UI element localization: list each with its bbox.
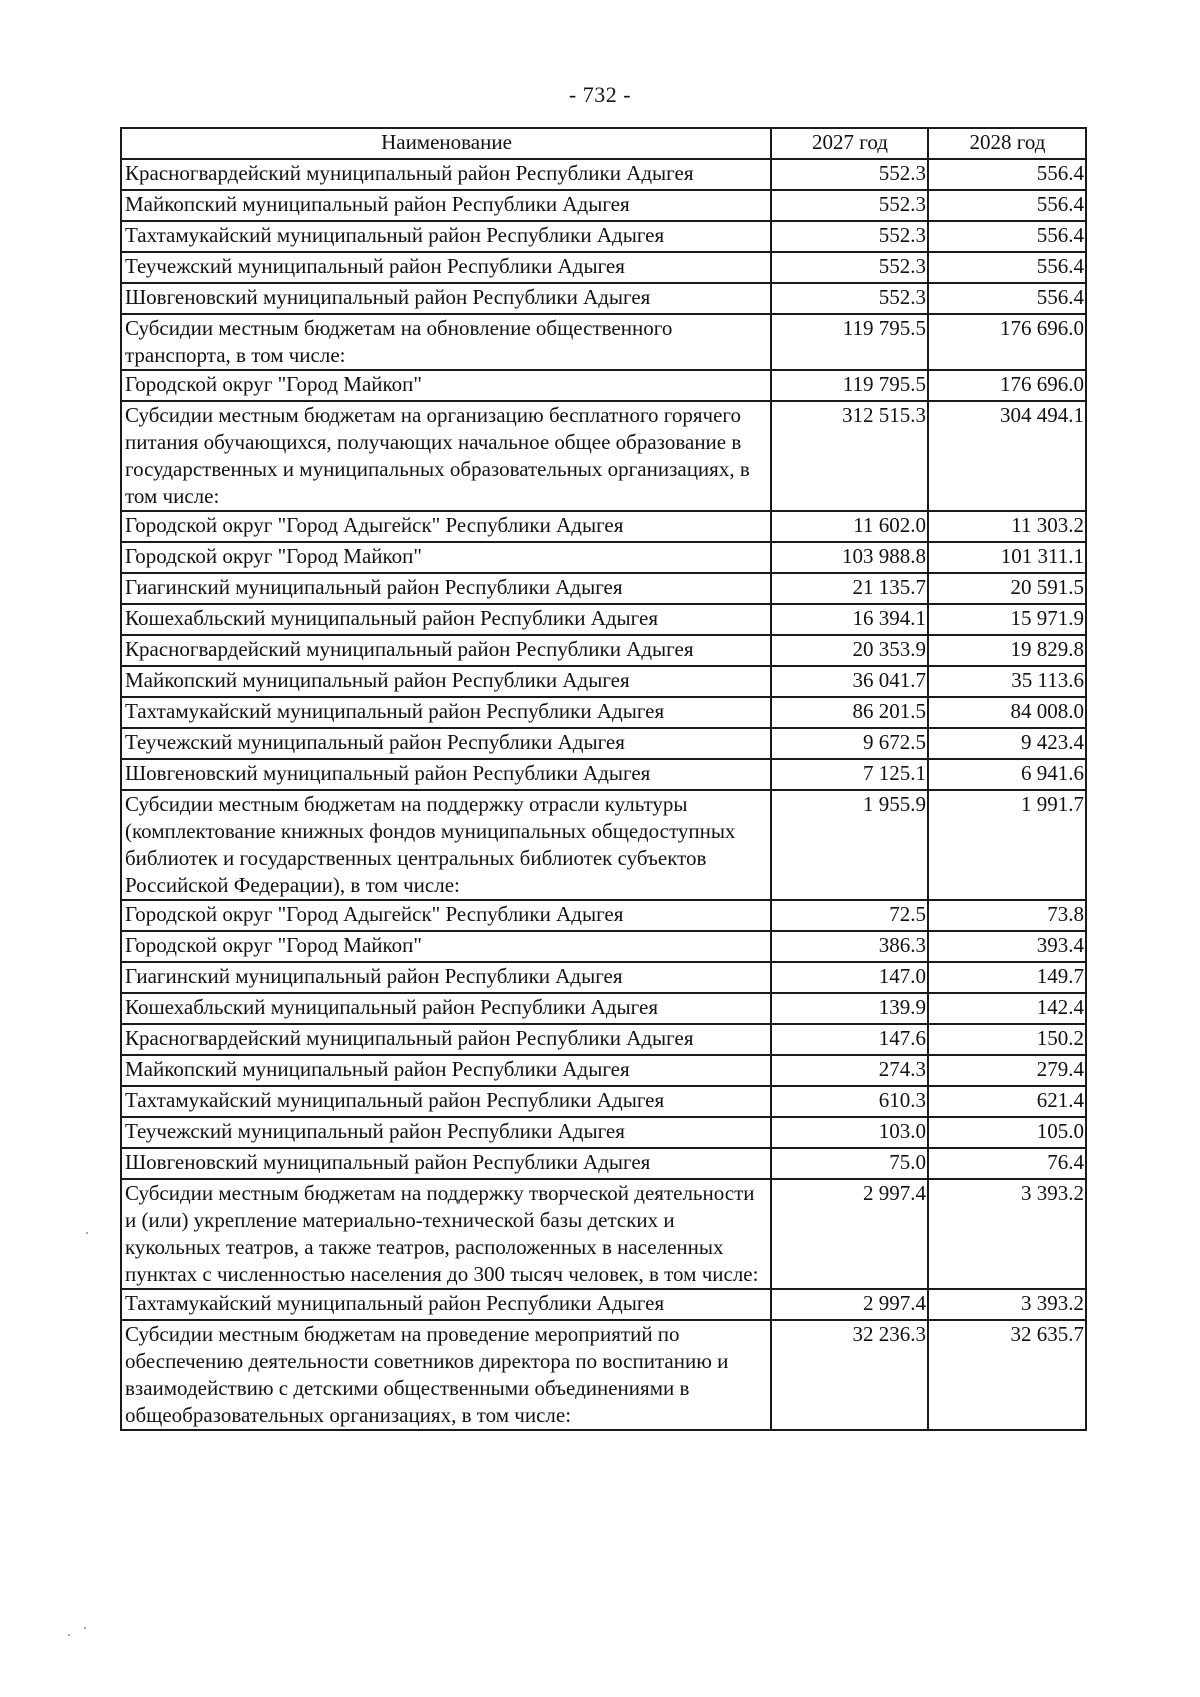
row-name: Городской округ "Город Майкоп": [121, 542, 771, 573]
row-name: Кошехабльский муниципальный район Республики Адыгея: [121, 604, 771, 635]
row-name: Субсидии местным бюджетам на проведение мероприятий по обеспечению деятельности советников директора по воспитанию и взаимодействию с детскими общественными объединениями в общеобразовательных организациях, в том числе:: [121, 1320, 771, 1430]
value-2028: 149.7: [928, 962, 1086, 993]
value-2028: 1 991.7: [928, 790, 1086, 900]
value-2027: 7 125.1: [771, 759, 928, 790]
row-name: Тахтамукайский муниципальный район Республики Адыгея: [121, 697, 771, 728]
table-row: [121, 511, 1086, 542]
budget-table: [120, 127, 1087, 1431]
header-2027: 2027 год: [771, 128, 928, 159]
value-2028: 556.4: [928, 221, 1086, 252]
row-name: Тахтамукайский муниципальный район Республики Адыгея: [121, 1289, 771, 1320]
value-2027: 21 135.7: [771, 573, 928, 604]
row-name: Красногвардейский муниципальный район Республики Адыгея: [121, 159, 771, 190]
table-header-row: [121, 128, 1086, 159]
row-name: Городской округ "Город Адыгейск" Республики Адыгея: [121, 900, 771, 931]
row-name: Шовгеновский муниципальный район Республики Адыгея: [121, 1148, 771, 1179]
table-row: [121, 252, 1086, 283]
row-name: Городской округ "Город Адыгейск" Республики Адыгея: [121, 511, 771, 542]
value-2028: 142.4: [928, 993, 1086, 1024]
value-2027: 72.5: [771, 900, 928, 931]
value-2027: 119 795.5: [771, 314, 928, 370]
value-2028: 556.4: [928, 190, 1086, 221]
value-2027: 2 997.4: [771, 1289, 928, 1320]
value-2028: 20 591.5: [928, 573, 1086, 604]
table-row: [121, 221, 1086, 252]
row-name: Субсидии местным бюджетам на поддержку отрасли культуры (комплектование книжных фондов муниципальных общедоступных библиотек и государственных центральных библиотек субъектов Российской Федерации), в том числе:: [121, 790, 771, 900]
row-name: Майкопский муниципальный район Республики Адыгея: [121, 666, 771, 697]
value-2028: 304 494.1: [928, 401, 1086, 511]
row-name: Теучежский муниципальный район Республики Адыгея: [121, 252, 771, 283]
row-name: Красногвардейский муниципальный район Республики Адыгея: [121, 635, 771, 666]
value-2027: 274.3: [771, 1055, 928, 1086]
value-2027: 1 955.9: [771, 790, 928, 900]
table-row: [121, 931, 1086, 962]
value-2028: 76.4: [928, 1148, 1086, 1179]
value-2027: 86 201.5: [771, 697, 928, 728]
value-2027: 103.0: [771, 1117, 928, 1148]
value-2028: 11 303.2: [928, 511, 1086, 542]
value-2028: 73.8: [928, 900, 1086, 931]
table-row: [121, 993, 1086, 1024]
value-2028: 621.4: [928, 1086, 1086, 1117]
value-2028: 35 113.6: [928, 666, 1086, 697]
value-2028: 19 829.8: [928, 635, 1086, 666]
value-2027: 119 795.5: [771, 370, 928, 401]
value-2028: 176 696.0: [928, 314, 1086, 370]
table-row: [121, 401, 1086, 511]
row-name: Кошехабльский муниципальный район Республики Адыгея: [121, 993, 771, 1024]
table-row: [121, 1086, 1086, 1117]
value-2028: 32 635.7: [928, 1320, 1086, 1430]
table-row: [121, 1179, 1086, 1289]
header-2028: 2028 год: [928, 128, 1086, 159]
table-row: [121, 542, 1086, 573]
value-2027: 552.3: [771, 190, 928, 221]
row-name: Субсидии местным бюджетам на организацию бесплатного горячего питания обучающихся, получающих начальное общее образование в государственных и муниципальных образовательных организациях, в том числе:: [121, 401, 771, 511]
table-row: [121, 697, 1086, 728]
value-2028: 556.4: [928, 159, 1086, 190]
scan-speck: [68, 1634, 70, 1636]
value-2027: 36 041.7: [771, 666, 928, 697]
value-2027: 552.3: [771, 221, 928, 252]
row-name: Красногвардейский муниципальный район Республики Адыгея: [121, 1024, 771, 1055]
table-row: [121, 283, 1086, 314]
table-row: [121, 314, 1086, 370]
page-number: - 732 -: [568, 82, 632, 107]
row-name: Шовгеновский муниципальный район Республики Адыгея: [121, 283, 771, 314]
row-name: Субсидии местным бюджетам на поддержку творческой деятельности и (или) укрепление материально-технической базы детских и кукольных театров, а также театров, расположенных в населенных пунктах с численностью населения до 300 тысяч человек, в том числе:: [121, 1179, 771, 1289]
value-2028: 393.4: [928, 931, 1086, 962]
value-2028: 176 696.0: [928, 370, 1086, 401]
table-row: [121, 666, 1086, 697]
value-2027: 139.9: [771, 993, 928, 1024]
table-row: [121, 1055, 1086, 1086]
value-2027: 386.3: [771, 931, 928, 962]
value-2027: 552.3: [771, 283, 928, 314]
table-row: [121, 1117, 1086, 1148]
table-row: [121, 759, 1086, 790]
table-row: [121, 573, 1086, 604]
value-2027: 32 236.3: [771, 1320, 928, 1430]
row-name: Гиагинский муниципальный район Республики Адыгея: [121, 573, 771, 604]
row-name: Шовгеновский муниципальный район Республики Адыгея: [121, 759, 771, 790]
value-2028: 9 423.4: [928, 728, 1086, 759]
table-row: [121, 370, 1086, 401]
table-row: [121, 790, 1086, 900]
table-row: [121, 1148, 1086, 1179]
row-name: Субсидии местным бюджетам на обновление общественного транспорта, в том числе:: [121, 314, 771, 370]
table-row: [121, 190, 1086, 221]
value-2028: 6 941.6: [928, 759, 1086, 790]
value-2027: 16 394.1: [771, 604, 928, 635]
value-2027: 610.3: [771, 1086, 928, 1117]
value-2028: 556.4: [928, 283, 1086, 314]
value-2027: 552.3: [771, 252, 928, 283]
table-body: [121, 159, 1086, 1430]
row-name: Теучежский муниципальный район Республики Адыгея: [121, 728, 771, 759]
table-row: [121, 962, 1086, 993]
scan-speck: [84, 1627, 86, 1629]
table-row: [121, 604, 1086, 635]
row-name: Майкопский муниципальный район Республики Адыгея: [121, 190, 771, 221]
scan-speck: [86, 1232, 88, 1234]
value-2028: 15 971.9: [928, 604, 1086, 635]
value-2027: 147.6: [771, 1024, 928, 1055]
value-2027: 9 672.5: [771, 728, 928, 759]
row-name: Городской округ "Город Майкоп": [121, 370, 771, 401]
row-name: Городской округ "Город Майкоп": [121, 931, 771, 962]
table-row: [121, 1289, 1086, 1320]
table-row: [121, 1024, 1086, 1055]
table-row: [121, 635, 1086, 666]
row-name: Гиагинский муниципальный район Республики Адыгея: [121, 962, 771, 993]
value-2027: 2 997.4: [771, 1179, 928, 1289]
value-2027: 103 988.8: [771, 542, 928, 573]
value-2027: 147.0: [771, 962, 928, 993]
value-2027: 75.0: [771, 1148, 928, 1179]
value-2028: 279.4: [928, 1055, 1086, 1086]
table-row: [121, 900, 1086, 931]
table-row: [121, 159, 1086, 190]
row-name: Тахтамукайский муниципальный район Республики Адыгея: [121, 1086, 771, 1117]
value-2028: 3 393.2: [928, 1179, 1086, 1289]
value-2027: 312 515.3: [771, 401, 928, 511]
row-name: Майкопский муниципальный район Республики Адыгея: [121, 1055, 771, 1086]
table-row: [121, 1320, 1086, 1430]
value-2028: 3 393.2: [928, 1289, 1086, 1320]
row-name: Тахтамукайский муниципальный район Республики Адыгея: [121, 221, 771, 252]
value-2028: 556.4: [928, 252, 1086, 283]
value-2028: 101 311.1: [928, 542, 1086, 573]
value-2028: 84 008.0: [928, 697, 1086, 728]
value-2028: 105.0: [928, 1117, 1086, 1148]
value-2027: 552.3: [771, 159, 928, 190]
value-2027: 20 353.9: [771, 635, 928, 666]
table-row: [121, 728, 1086, 759]
header-name: Наименование: [121, 128, 771, 159]
row-name: Теучежский муниципальный район Республики Адыгея: [121, 1117, 771, 1148]
value-2028: 150.2: [928, 1024, 1086, 1055]
value-2027: 11 602.0: [771, 511, 928, 542]
